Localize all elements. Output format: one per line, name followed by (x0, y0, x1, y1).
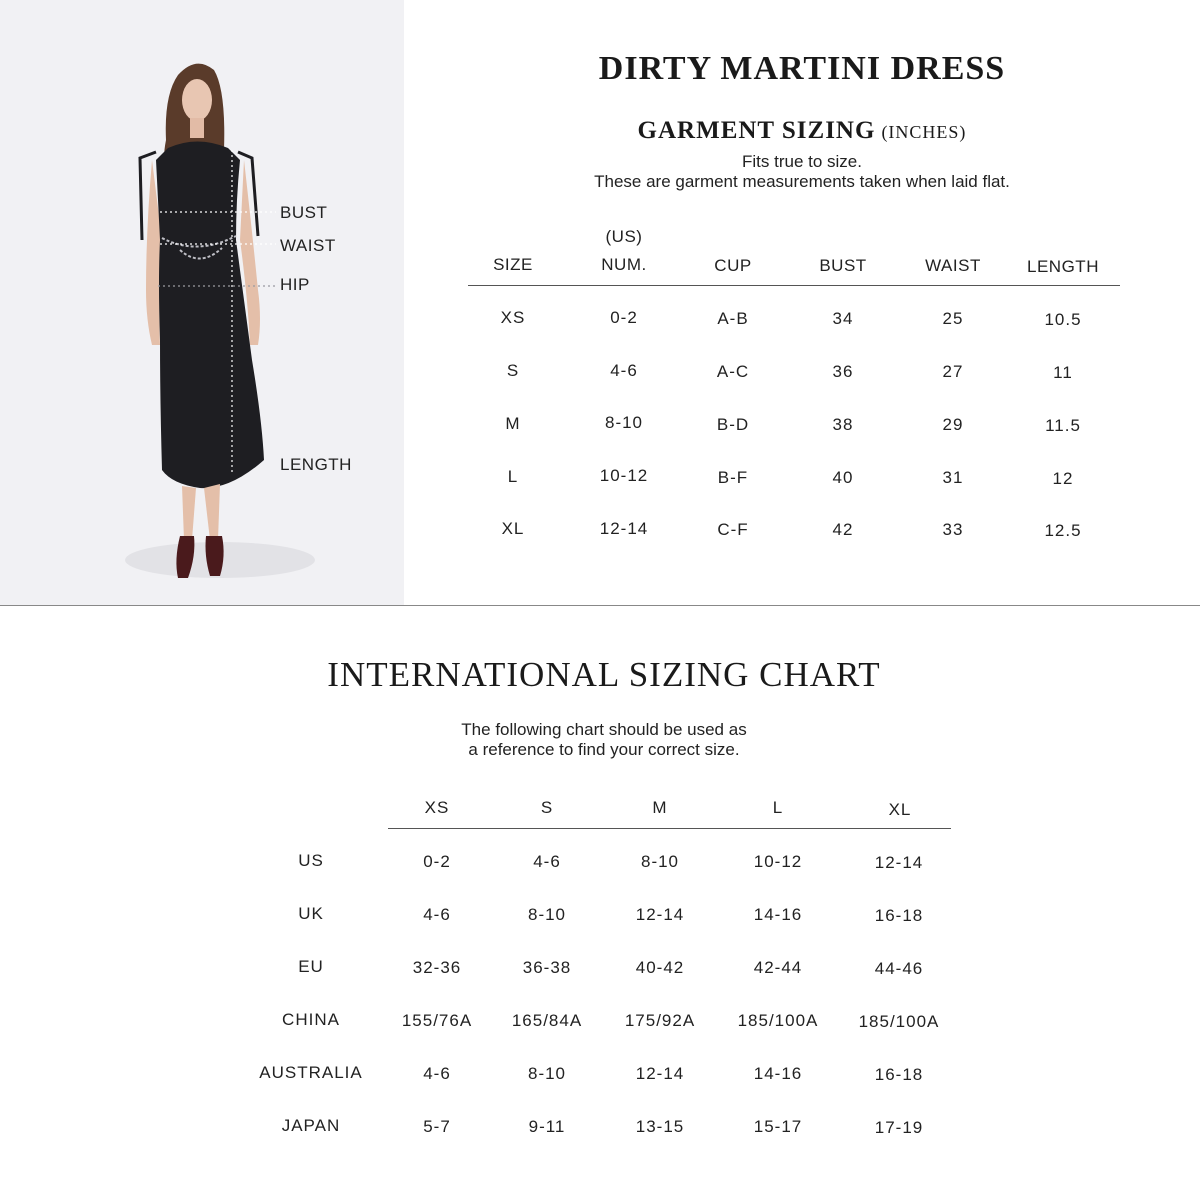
intl-cell: 175/92A (624, 1011, 696, 1030)
garment-note-line2: These are garment measurements taken when laid flat. (594, 172, 1010, 191)
intl-cell: 9-11 (528, 1117, 566, 1136)
garment-cell: 10-12 (599, 466, 649, 485)
garment-cell: 4-6 (610, 361, 638, 380)
intl-cell: 8-10 (527, 1064, 567, 1083)
garment-cell: S (506, 361, 520, 380)
col-header-us: (US) (605, 227, 643, 246)
col-header-cup: CUP (714, 256, 752, 275)
intl-cell: 4-6 (533, 852, 561, 871)
intl-cell: 32-36 (412, 958, 462, 977)
product-title: DIRTY MARTINI DRESS (598, 50, 1006, 87)
intl-cell: 13-15 (635, 1117, 685, 1136)
garment-header-rule (468, 285, 1120, 286)
garment-cell: 0-2 (610, 308, 638, 327)
col-header-size: SIZE (493, 255, 533, 274)
intl-cell: 165/84A (511, 1011, 583, 1030)
col-header-waist: WAIST (925, 256, 981, 275)
intl-col-header-m: M (652, 798, 668, 817)
garment-sizing-unit: (INCHES) (881, 122, 967, 142)
garment-cell: 29 (942, 415, 964, 434)
model-illustration (0, 0, 404, 605)
garment-cell: 34 (832, 309, 854, 328)
intl-cell: 8-10 (527, 905, 567, 924)
length-label: LENGTH (280, 455, 352, 474)
garment-cell: 8-10 (604, 413, 644, 432)
intl-col-header-xs: XS (424, 798, 450, 817)
garment-cell: 11 (1053, 363, 1073, 382)
garment-cell: 11.5 (1045, 416, 1081, 435)
garment-cell: XL (501, 519, 525, 538)
intl-cell: 4-6 (423, 1064, 451, 1083)
intl-cell: 5-7 (423, 1117, 451, 1136)
neck (190, 118, 204, 138)
intl-row-label-australia: AUSTRALIA (259, 1063, 363, 1082)
intl-cell: 12-14 (874, 853, 924, 872)
intl-cell: 36-38 (522, 958, 572, 977)
garment-cell: L (507, 467, 519, 486)
section-divider (0, 605, 1200, 606)
intl-cell: 10-12 (753, 852, 803, 871)
col-header-length: LENGTH (1027, 257, 1099, 276)
intl-row-label-uk: UK (298, 904, 324, 923)
intl-cell: 15-17 (753, 1117, 803, 1136)
garment-cell: 38 (832, 415, 854, 434)
intl-row-label-japan: JAPAN (281, 1116, 341, 1135)
garment-cell: XS (500, 308, 526, 327)
bust-label: BUST (280, 203, 328, 222)
garment-cell: C-F (717, 520, 749, 539)
intl-header-rule (388, 828, 951, 829)
garment-cell: B-D (716, 415, 750, 434)
garment-cell: 27 (942, 362, 964, 381)
international-note-line2: a reference to find your correct size. (468, 740, 740, 759)
face (182, 79, 212, 121)
intl-cell: 185/100A (858, 1012, 940, 1031)
col-header-bust: BUST (819, 256, 867, 275)
intl-row-label-china: CHINA (282, 1010, 340, 1029)
intl-cell: 12-14 (635, 905, 685, 924)
intl-cell: 14-16 (753, 1064, 803, 1083)
right-leg (204, 484, 220, 540)
intl-cell: 42-44 (753, 958, 803, 977)
waist-label: WAIST (280, 236, 336, 255)
intl-cell: 185/100A (737, 1011, 819, 1030)
intl-cell: 40-42 (635, 958, 685, 977)
intl-col-header-s: S (540, 798, 554, 817)
model-photo-panel (0, 0, 404, 605)
intl-cell: 16-18 (874, 906, 924, 925)
intl-cell: 17-19 (874, 1118, 924, 1137)
garment-cell: 12.5 (1044, 521, 1082, 540)
garment-cell: 10.5 (1044, 310, 1082, 329)
garment-cell: 25 (942, 309, 964, 328)
garment-cell: 12 (1052, 469, 1074, 488)
garment-cell: 42 (832, 520, 854, 539)
intl-col-header-xl: XL (888, 800, 912, 819)
intl-cell: 44-46 (874, 959, 924, 978)
intl-row-label-eu: EU (298, 957, 324, 976)
garment-cell: M (505, 414, 521, 433)
intl-col-header-l: L (772, 798, 784, 817)
intl-cell: 0-2 (423, 852, 451, 871)
garment-cell: 40 (832, 468, 854, 487)
international-note-line1: The following chart should be used as (461, 720, 747, 739)
intl-cell: 14-16 (753, 905, 803, 924)
garment-cell: 36 (832, 362, 854, 381)
col-header-num: NUM. (601, 255, 647, 274)
intl-cell: 12-14 (635, 1064, 685, 1083)
garment-cell: 12-14 (599, 519, 649, 538)
garment-cell: 31 (942, 468, 964, 487)
intl-cell: 155/76A (401, 1011, 473, 1030)
garment-sizing-title: GARMENT SIZING (637, 117, 876, 144)
intl-row-label-us: US (298, 851, 324, 870)
intl-cell: 16-18 (874, 1065, 924, 1084)
garment-cell: B-F (717, 468, 749, 487)
international-chart-title: INTERNATIONAL SIZING CHART (327, 655, 881, 694)
garment-cell: A-B (717, 309, 749, 328)
intl-cell: 8-10 (640, 852, 680, 871)
garment-sizing-heading (404, 117, 1200, 145)
dress (156, 142, 264, 489)
hip-label: HIP (280, 275, 310, 294)
intl-cell: 4-6 (423, 905, 451, 924)
garment-cell: A-C (716, 362, 750, 381)
garment-note-line1: Fits true to size. (742, 152, 862, 171)
garment-cell: 33 (942, 520, 964, 539)
left-leg (182, 486, 196, 540)
